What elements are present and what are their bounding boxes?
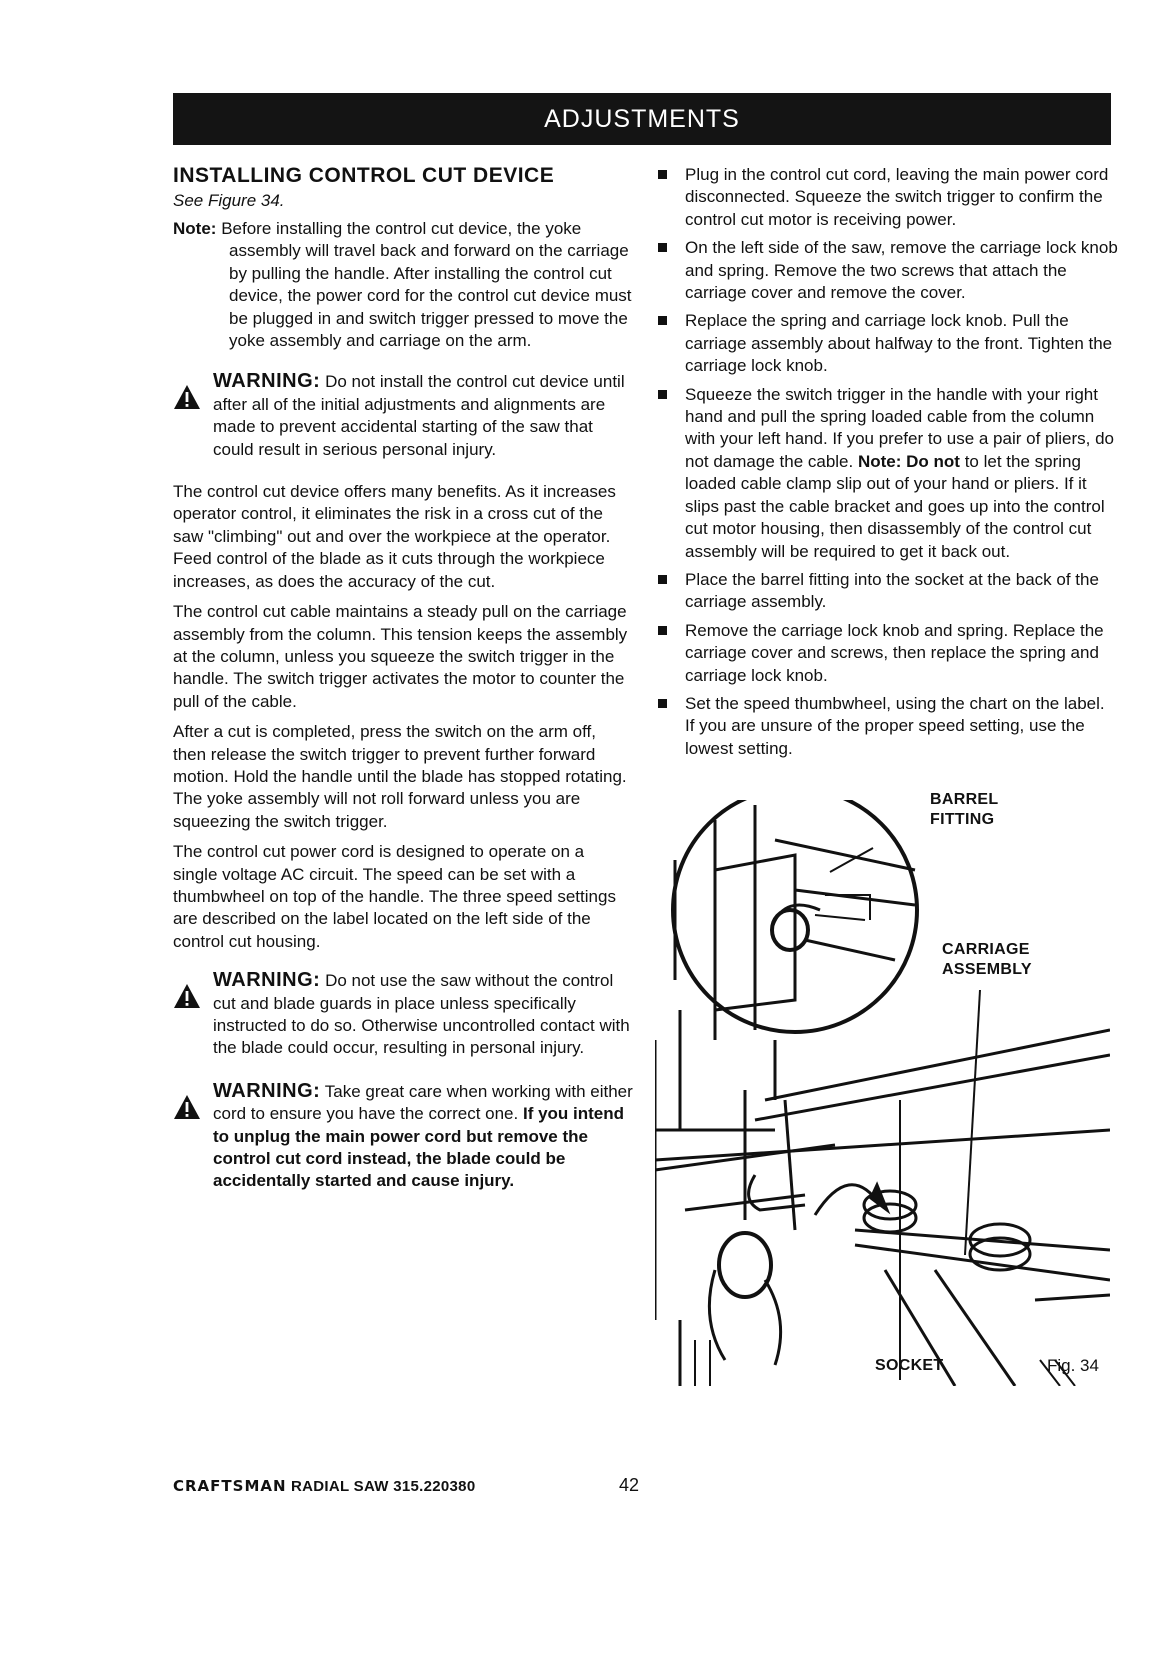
warning-triangle-icon: [173, 1094, 201, 1120]
carriage-assembly-illustration: [655, 800, 1110, 1386]
list-item: [658, 569, 1118, 614]
warning-text: Do not install the control cut device until after all of the initial adjustments and alignments are made to prevent accidental starting of the saw that could result in serious personal injury.: [213, 372, 625, 459]
warning-label: WARNING:: [213, 1079, 321, 1102]
callout-line: CARRIAGE: [942, 941, 1030, 958]
list-item: [658, 164, 1118, 231]
list-item: [658, 620, 1118, 687]
callout-line: FITTING: [930, 811, 995, 828]
warning-label: WARNING:: [213, 370, 321, 393]
note-first-line: Before installing the control cut device, the yoke: [221, 219, 582, 238]
step-note-bold: Note: Do not: [857, 451, 960, 471]
see-figure-reference: See Figure 34.: [173, 191, 285, 210]
bullet-square-icon: [658, 699, 667, 708]
step-text: [685, 384, 1118, 563]
page-number: 42: [619, 1475, 640, 1495]
warning-triangle-icon: [173, 384, 201, 410]
footer-brand: [173, 1477, 475, 1495]
callout-line: BARREL: [930, 791, 999, 808]
note-body: assembly will travel back and forward on the carriage by pulling the handle. After installing the control cut device, the power cord for the control cut device must be plugged in and switch trigger pressed to move the yoke assembly and carriage on the arm.: [229, 241, 632, 351]
paragraph-cable: The control cut cable maintains a steady pull on the carriage assembly from the column. This tension keeps the assembly at the column, unless you squeeze the switch trigger in the handle. The switch trigger activates the motor to counter the pull of the cable.: [173, 602, 628, 711]
bullet-square-icon: [658, 316, 667, 325]
list-item: [658, 310, 1118, 377]
bullet-square-icon: [658, 170, 667, 179]
right-column: [658, 164, 1118, 766]
bullet-square-icon: [658, 626, 667, 635]
list-item: [658, 237, 1118, 304]
warning-bold-text: If you intend to unplug the main power cord but remove the control cut cord instead, the blade could be accidentally started and cause injury.: [213, 1104, 625, 1191]
warning-text: Do not use the saw without the control cut and blade guards in place unless specifically instructed to do so. Otherwise uncontrolled contact with the blade could occur, resulting in personal injury.: [213, 971, 630, 1058]
section-banner: ADJUSTMENTS: [173, 93, 1111, 145]
installation-note: [173, 218, 633, 352]
section-title: INSTALLING CONTROL CUT DEVICE: [173, 164, 555, 187]
callout-carriage-assembly: [942, 940, 1032, 980]
step-text: Remove the carriage lock knob and spring. Replace the carriage cover and screws, then replace the spring and carriage lock knob.: [685, 620, 1104, 685]
step-text: Place the barrel fitting into the socket at the back of the carriage assembly.: [685, 569, 1099, 612]
bullet-square-icon: [658, 390, 667, 399]
brand-logo: CRAFTSMAN: [173, 1477, 287, 1495]
paragraph-power-cord: The control cut power cord is designed to operate on a single voltage AC circuit. The speed can be set with a thumbwheel on top of the handle. The three speed settings are described on the label located on the left side of the control cut housing.: [173, 842, 616, 951]
warning-text: Take great care when working with either cord to ensure you have the correct one.: [213, 1081, 633, 1124]
note-label: Note:: [173, 219, 217, 238]
list-item: [658, 693, 1118, 760]
callout-line: ASSEMBLY: [942, 961, 1032, 978]
step-text: Set the speed thumbwheel, using the chart on the label. If you are unsure of the proper speed setting, use the lowest setting.: [685, 693, 1105, 758]
left-column: [173, 164, 633, 1213]
step-text-part: to let the spring loaded cable clamp slip out of your hand or pliers. If it slips past the cable bracket and goes up into the control cut motor housing, then disassembly of the control cut assembly will be required to get it back out.: [685, 451, 1105, 561]
step-text: On the left side of the saw, remove the carriage lock knob and spring. Remove the two screws that attach the carriage cover and remove the cover.: [685, 238, 1118, 303]
warning-block-3: [173, 1080, 633, 1193]
warning-triangle-icon: [173, 983, 201, 1009]
bullet-square-icon: [658, 243, 667, 252]
list-item: [658, 384, 1118, 563]
warning-label: WARNING:: [213, 969, 321, 992]
callout-barrel-fitting: [930, 790, 998, 830]
warning-block-2: [173, 969, 633, 1060]
warning-block-1: [173, 370, 633, 461]
paragraph-benefits: The control cut device offers many benefits. As it increases operator control, it eliminates the risk in a cross cut of the saw "climbing" out and over the workpiece at the operator. Feed control of the blade as it cuts through the workpiece increases, as does the accuracy of the cut.: [173, 482, 616, 591]
figure-34: [655, 791, 1110, 1386]
procedure-steps: [658, 164, 1118, 760]
step-text: Replace the spring and carriage lock knob. Pull the carriage assembly about halfway to the front. Tighten the carriage lock knob.: [685, 311, 1113, 376]
step-text-part: Squeeze the switch trigger in the handle with your right hand and pull the spring loaded cable from the column with your left hand. If you prefer to use a pair of pliers, do not damage the cable.: [685, 384, 1115, 471]
callout-socket: SOCKET: [875, 1357, 944, 1374]
bullet-square-icon: [658, 575, 667, 584]
paragraph-after-cut: After a cut is completed, press the switch on the arm off, then release the switch trigger to prevent further forward motion. Hold the handle until the blade has stopped rotating. The yoke assembly will not roll forward unless you are squeezing the switch trigger.: [173, 722, 627, 831]
figure-caption: Fig. 34: [1047, 1356, 1099, 1375]
step-text: Plug in the control cut cord, leaving the main power cord disconnected. Squeeze the switch trigger to confirm the control cut motor is receiving power.: [685, 165, 1109, 229]
model-name: RADIAL SAW 315.220380: [291, 1478, 476, 1495]
